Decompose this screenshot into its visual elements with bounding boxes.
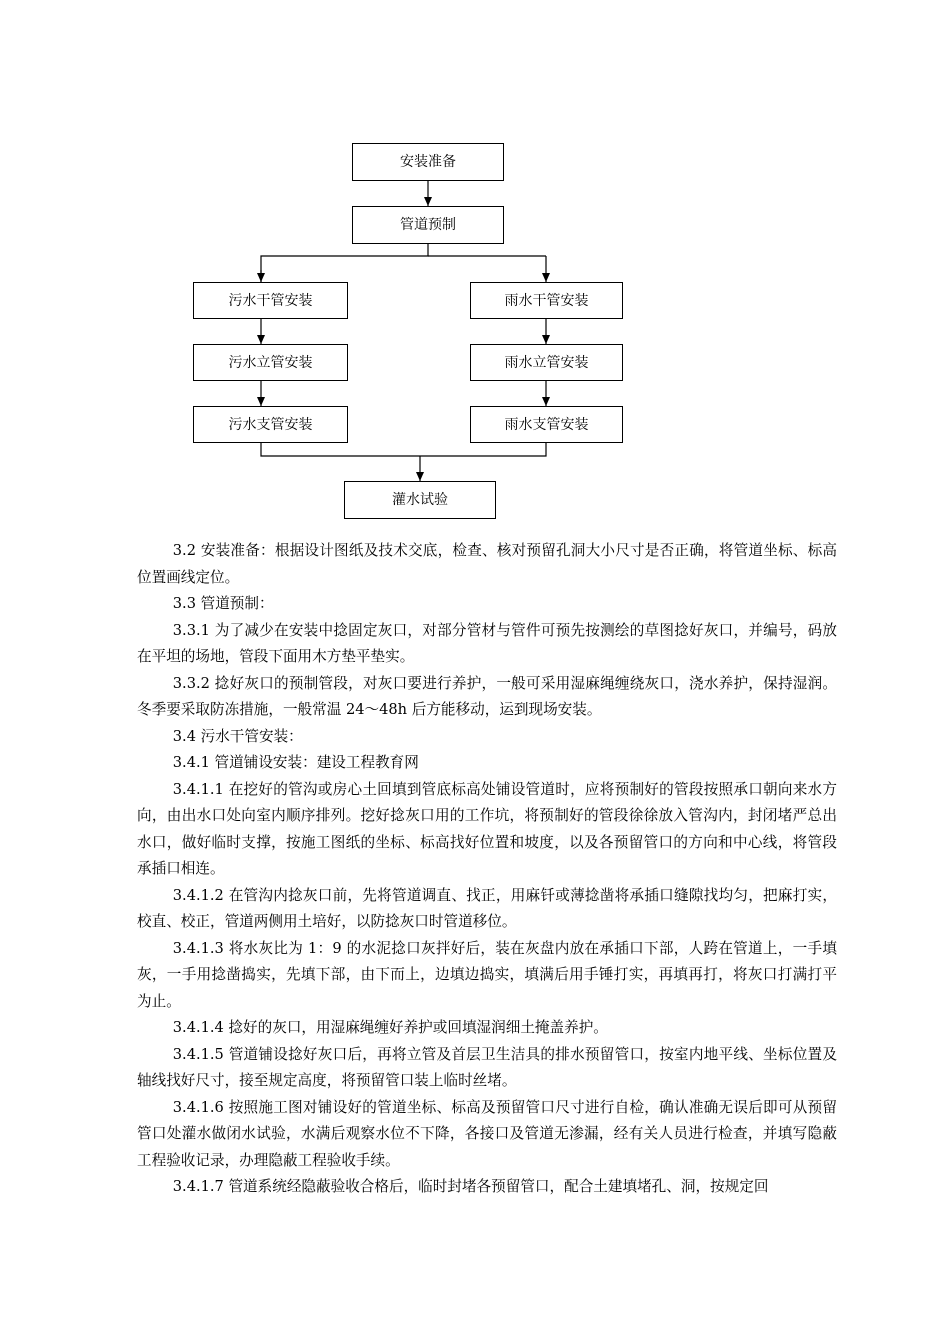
merge-connector	[261, 443, 546, 456]
flow-box-prefab	[352, 206, 504, 244]
paragraph: 3.3.1 为了减少在安装中捻固定灰口，对部分管材与管件可预先按测绘的草图捻好灰口，并编号，码放在平坦的场地，管段下面用木方垫平垫实。	[137, 621, 837, 665]
flow-box-label: 雨水立管安装	[504, 354, 589, 371]
paragraph: 3.4.1.5 管道铺设捻好灰口后，再将立管及首层卫生洁具的排水预留管口，按室内地平线、坐标位置及轴线找好尺寸，接至规定高度，将预留管口装上临时丝堵。	[137, 1045, 837, 1089]
paragraph: 3.2 安装准备：根据设计图纸及技术交底，检查、核对预留孔洞大小尺寸是否正确，将管道坐标、标高位置画线定位。	[137, 542, 837, 586]
body-text	[137, 538, 837, 1201]
paragraph: 3.4.1.6 按照施工图对铺设好的管道坐标、标高及预留管口尺寸进行自检，确认准确无误后即可从预留管口处灌水做闭水试验，水满后观察水位不下降，各接口及管道无渗漏，经有关人员进行检查，并填写隐蔽工程验收记录，办理隐蔽工程验收手续。	[137, 1098, 837, 1169]
flow-box-rain-riser	[470, 344, 623, 381]
flow-box-label: 安装准备	[400, 154, 456, 170]
flow-box-sewage-riser	[193, 344, 348, 381]
flow-box-water-test	[344, 481, 496, 519]
flow-box-label: 污水支管安装	[228, 416, 313, 433]
flow-box-label: 污水干管安装	[228, 292, 313, 309]
flow-box-rain-branch	[470, 406, 623, 443]
paragraph: 3.4.1.1 在挖好的管沟或房心土回填到管底标高处铺设管道时，应将预制好的管段按照承口朝向来水方向，由出水口处向室内顺序排列。挖好捻灰口用的工作坑，将预制好的管段徐徐放入管沟内，封闭堵严总出水口，做好临时支撑，按施工图纸的坐标、标高找好位置和坡度，以及各预留管口的方向和中心线，将管段承插口相连。	[137, 780, 837, 877]
paragraph: 3.4.1.3 将水灰比为 1：9 的水泥捻口灰拌好后，装在灰盘内放在承插口下部，人跨在管道上，一手填灰，一手用捻凿捣实，先填下部，由下而上，边填边捣实，填满后用手锤打实，再填再打，将灰口打满打平为止。	[137, 939, 837, 1010]
split-connector	[261, 244, 428, 282]
paragraph: 3.4 污水干管安装：	[172, 727, 303, 745]
paragraph: 3.3.2 捻好灰口的预制管段，对灰口要进行养护，一般可采用湿麻绳缠绕灰口，浇水养护，保持湿润。冬季要采取防冻措施，一般常温 24～48h 后方能移动，运到现场安装。	[137, 674, 837, 718]
flow-box-sewage-main	[193, 282, 348, 319]
paragraph: 3.3 管道预制：	[172, 595, 274, 612]
flow-box-sewage-branch	[193, 406, 348, 443]
paragraph: 3.4.1 管道铺设安装：建设工程教育网	[172, 754, 419, 771]
flow-box-label: 雨水干管安装	[504, 292, 589, 309]
flow-box-rain-main	[470, 282, 623, 319]
flow-box-prep	[352, 143, 504, 181]
flowchart-connectors	[0, 0, 950, 530]
flow-box-label: 灌水试验	[392, 492, 448, 508]
flowchart	[0, 0, 950, 530]
flow-box-label: 污水立管安装	[228, 354, 313, 371]
paragraph: 3.4.1.2 在管沟内捻灰口前，先将管道调直、找正，用麻钎或薄捻凿将承插口缝隙找均匀，把麻打实，校直、校正，管道两侧用土培好，以防捻灰口时管道移位。	[137, 886, 837, 930]
paragraph: 3.4.1.7 管道系统经隐蔽验收合格后，临时封堵各预留管口，配合土建填堵孔、洞，按规定回	[172, 1178, 769, 1195]
flow-box-label: 管道预制	[400, 217, 456, 233]
flow-box-label: 雨水支管安装	[504, 416, 589, 433]
paragraph: 3.4.1.4 捻好的灰口，用湿麻绳缠好养护或回填湿润细土掩盖养护。	[172, 1019, 608, 1036]
